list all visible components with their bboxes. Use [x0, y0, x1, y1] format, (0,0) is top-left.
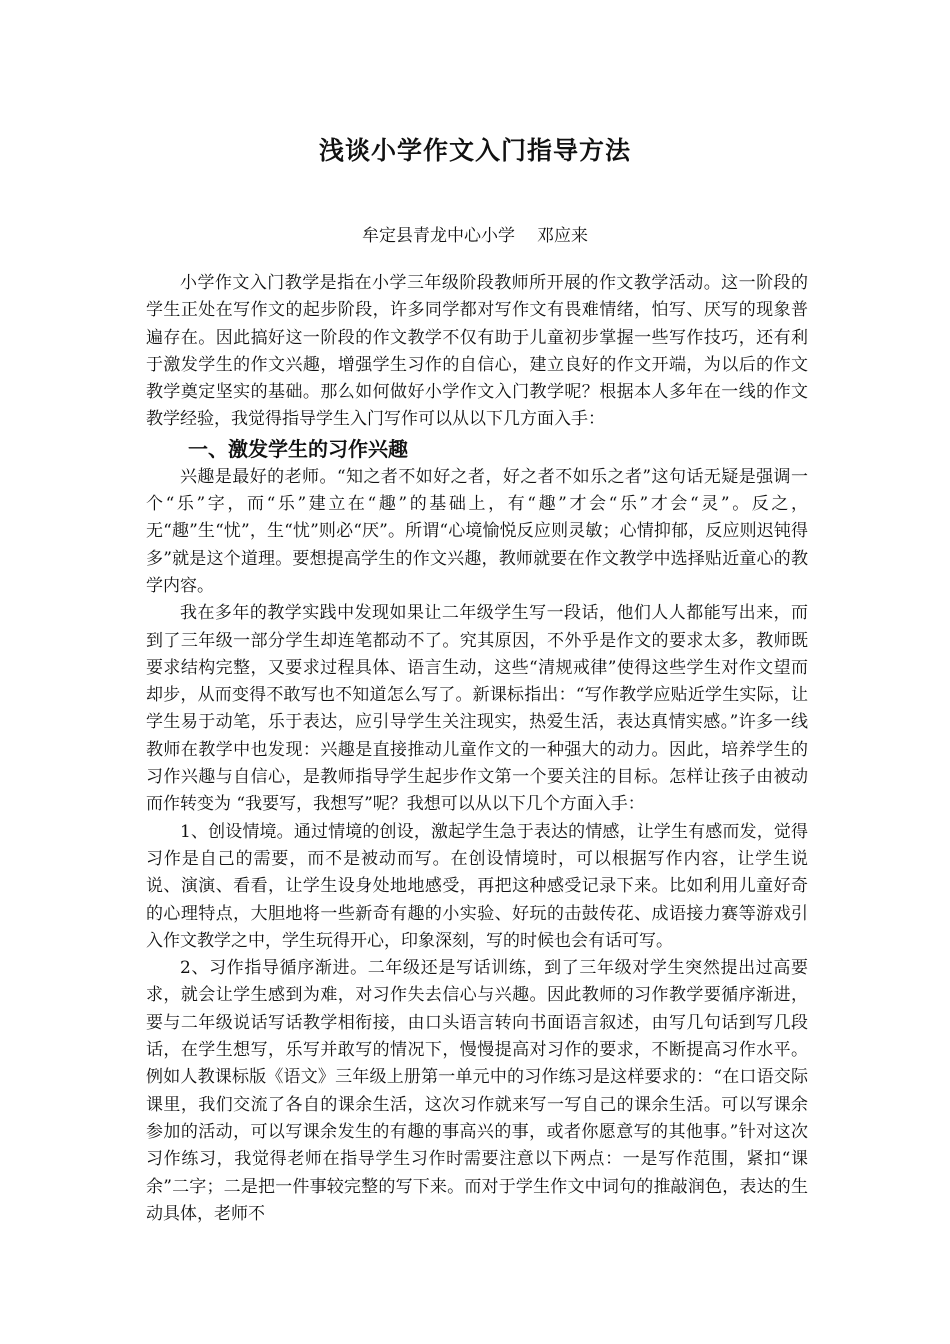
body-paragraph: 1、创设情境。通过情境的创设，激起学生急于表达的情感，让学生有感而发，觉得习作是自己的需要，而不是被动而写。在创设情境时，可以根据写作内容，让学生说说、演演、看看，让学生设身处地地感受，再把这种感受记录下来。比如利用儿童好奇的心理特点，大胆地将一些新奇有趣的小实验、好玩的击鼓传花、成语接力赛等游戏引入作文教学之中，学生玩得开心，印象深刻，写的时候也会有话可写。 [146, 821, 808, 951]
article-body [146, 270, 808, 1228]
body-paragraph: 2、习作指导循序渐进。二年级还是写话训练，到了三年级对学生突然提出过高要求，就会让学生感到为难，对习作失去信心与兴趣。因此教师的习作教学要循序渐进，要与二年级说话写话教学相衔接，由口头语言转向书面语言叙述，由写几句话到写几段话，在学生想写，乐写并敢写的情况下，慢慢提高对习作的要求，不断提高习作水平。例如人教课标版《语文》三年级上册第一单元中的习作练习是这样要求的：“在口语交际课里，我们交流了各自的课余生活，这次习作就来写一写自己的课余生活。可以写课余参加的活动，可以写课余发生的有趣的事高兴的事，或者你愿意写的其他事。”针对这次习作练习，我觉得老师在指导学生习作时需要注意以下两点：一是写作范围，紧扣“课余”二字；二是把一件事较完整的写下来。而对于学生作文中词句的推敲润色，表达的生动具体，老师不 [146, 958, 808, 1224]
body-paragraph: 我在多年的教学实践中发现如果让二年级学生写一段话，他们人人都能写出来，而到了三年级一部分学生却连笔都动不了。究其原因，不外乎是作文的要求太多，教师既要求结构完整，又要求过程具体、语言生动，这些“清规戒律”使得这些学生对作文望而却步，从而变得不敢写也不知道怎么写了。新课标指出：“写作教学应贴近学生实际，让学生易于动笔，乐于表达，应引导学生关注现实，热爱生活，表达真情实感。”许多一线教师在教学中也发现：兴趣是直接推动儿童作文的一种强大的动力。因此，培养学生的习作兴趣与自信心，是教师指导学生起步作文第一个要关注的目标。怎样让孩子由被动而作转变为 “我要写，我想写”呢？我想可以从以下几个方面入手： [146, 603, 808, 815]
page-title: 浅谈小学作文入门指导方法 [318, 136, 631, 165]
author-school: 牟定县青龙中心小学 [362, 226, 515, 246]
author-line [0, 222, 950, 250]
body-paragraph: 兴趣是最好的老师。“知之者不如好之者，好之者不如乐之者”这句话无疑是强调一个“乐”字，而“乐”建立在“趣”的基础上，有“趣”才会“乐”才会“灵”。反之，无“趣”生“忧”，生“忧”则必“厌”。所谓“心境愉悦反应则灵敏；心情抑郁，反应则迟钝得多”就是这个道理。要想提高学生的作文兴趣，教师就要在作文教学中选择贴近童心的教学内容。 [146, 466, 808, 596]
author-name: 邓应来 [537, 226, 588, 246]
section-heading: 一、激发学生的习作兴趣 [188, 436, 408, 461]
intro-paragraph: 小学作文入门教学是指在小学三年级阶段教师所开展的作文教学活动。这一阶段的学生正处在写作文的起步阶段，许多同学都对写作文有畏难情绪，怕写、厌写的现象普遍存在。因此搞好这一阶段的作文教学不仅有助于儿童初步掌握一些写作技巧，还有利于激发学生的作文兴趣，增强学生习作的自信心，建立良好的作文开端，为以后的作文教学奠定坚实的基础。那么如何做好小学作文入门教学呢？根据本人多年在一线的作文教学经验，我觉得指导学生入门写作可以从以下几方面入手： [146, 273, 808, 430]
